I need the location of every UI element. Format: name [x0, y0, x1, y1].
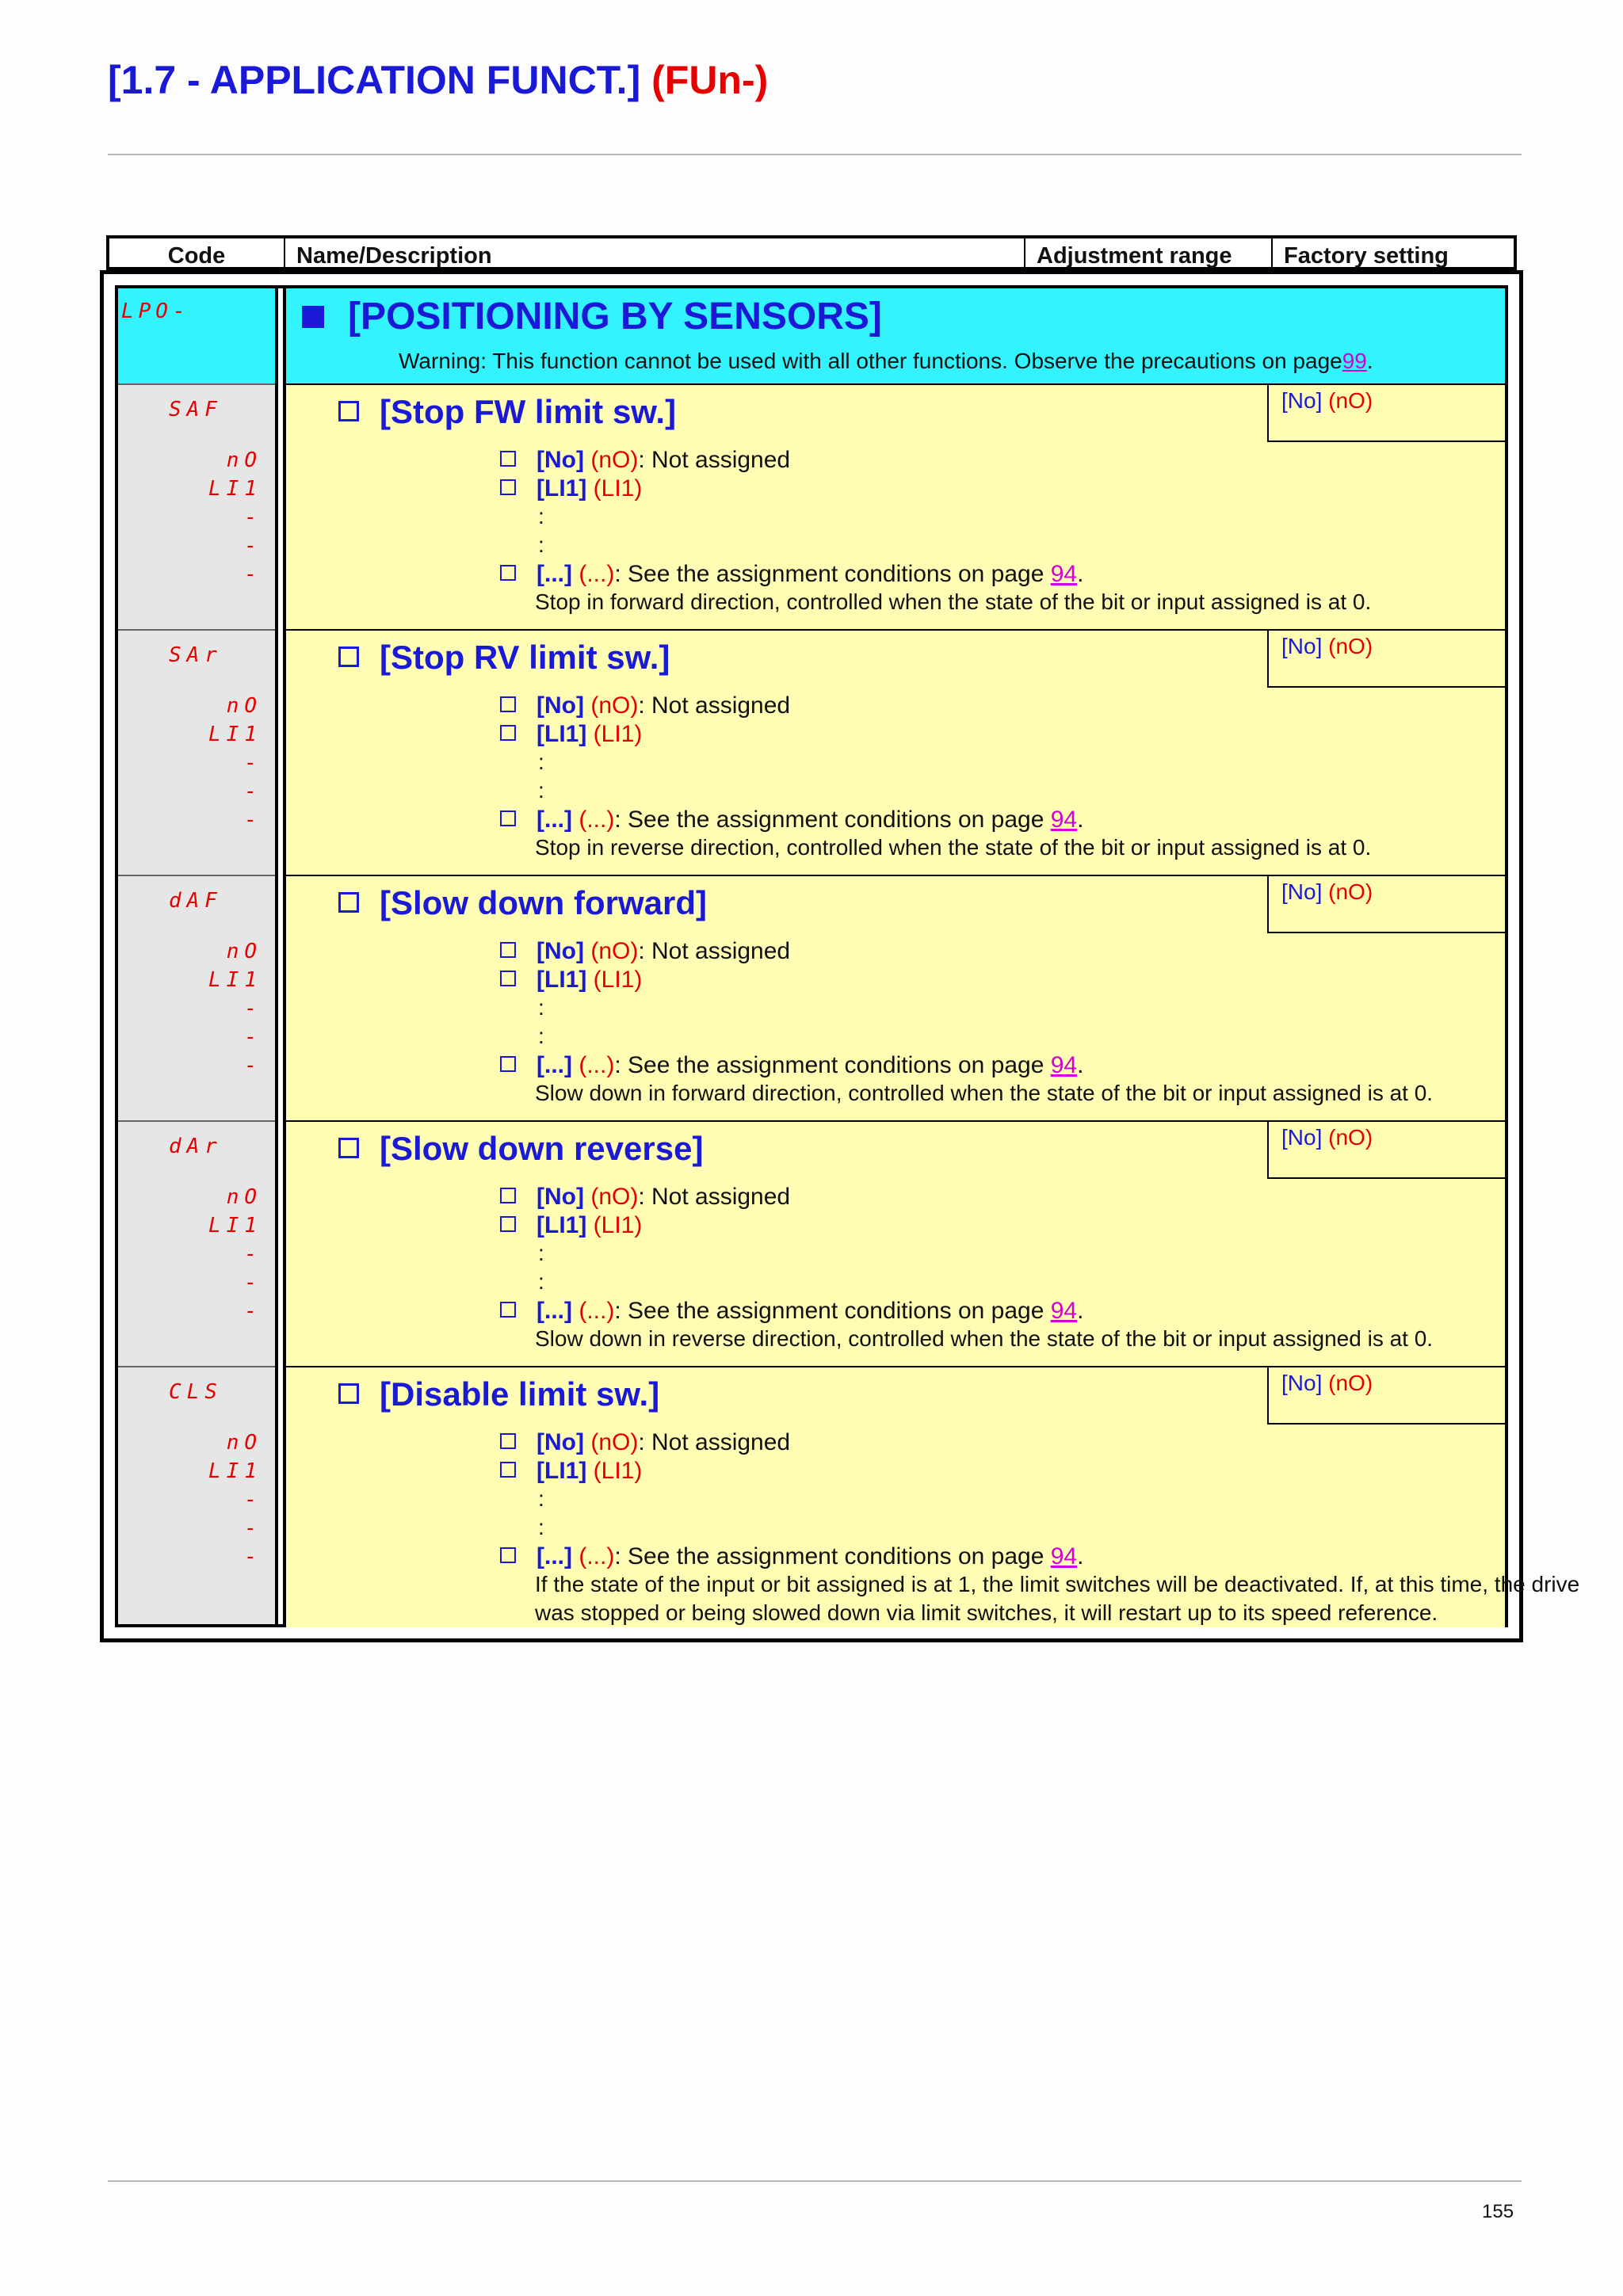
param-title: [Stop RV limit sw.]	[338, 639, 670, 677]
empty-square-icon	[338, 1383, 359, 1404]
assignment-page-link[interactable]: 94	[1050, 1543, 1078, 1569]
column-separator	[275, 288, 286, 1624]
param-row: SAF nO LI1 - - - [Stop FW limit sw.] [No] (nO) [No] (nO): Not assigned [LI1] (LI1) : : [...] (...): See the assignment conditions on page 94. Stop in forward direction, controlled when the state of the bit or input assigned is at 0.	[118, 383, 1505, 629]
param-description: Stop in reverse direction, controlled when the state of the bit or input assigned is at 0.	[535, 835, 1372, 860]
checkbox-icon	[500, 1056, 516, 1072]
header-name: Name/Description	[285, 238, 1025, 267]
factory-setting: [No] (nO)	[1267, 875, 1507, 933]
bottom-divider	[108, 2180, 1522, 2182]
checkbox-icon	[500, 1216, 516, 1232]
param-row: SAr nO LI1 - - - [Stop RV limit sw.] [No] (nO) [No] (nO): Not assigned [LI1] (LI1) : : [...] (...): See the assignment conditions on page 94. Stop in reverse direction, controlled when the state of the bit or input assigned is at 0.	[118, 629, 1505, 875]
param-row: dAr nO LI1 - - - [Slow down reverse] [No] (nO) [No] (nO): Not assigned [LI1] (LI1) : : [...] (...): See the assignment conditions on page 94. Slow down in reverse direction, controlled when the state of the bit or input assigned is at 0.	[118, 1120, 1505, 1366]
page-title	[108, 57, 768, 103]
param-title: [Slow down forward]	[338, 884, 707, 922]
section-code: LPO-	[121, 299, 190, 323]
checkbox-icon	[500, 971, 516, 986]
option-more: [...] (...): See the assignment conditions on page 94.	[500, 1543, 1083, 1570]
param-title: [Stop FW limit sw.]	[338, 393, 676, 431]
checkbox-icon	[500, 479, 516, 495]
assignment-page-link[interactable]: 94	[1050, 1052, 1078, 1078]
empty-square-icon	[338, 892, 359, 913]
header-factory: Factory setting	[1284, 243, 1449, 269]
option-li1: [LI1] (LI1)	[500, 967, 642, 994]
option-no: [No] (nO): Not assigned	[500, 692, 790, 719]
page-number: 155	[1482, 2201, 1514, 2222]
empty-square-icon	[338, 646, 359, 667]
checkbox-icon	[500, 1188, 516, 1203]
factory-setting: [No] (nO)	[1267, 383, 1507, 442]
checkbox-icon	[500, 451, 516, 467]
checkbox-icon	[500, 565, 516, 581]
param-description: Stop in forward direction, controlled when the state of the bit or input assigned is at 0.	[535, 589, 1372, 614]
assignment-page-link[interactable]: 94	[1050, 1298, 1078, 1324]
option-li1: [LI1] (LI1)	[500, 475, 642, 502]
param-description: Slow down in forward direction, controlled when the state of the bit or input assigned is at 0.	[535, 1081, 1434, 1105]
option-no: [No] (nO): Not assigned	[500, 1429, 790, 1456]
empty-square-icon	[338, 401, 359, 421]
factory-setting: [No] (nO)	[1267, 1366, 1507, 1425]
option-no: [No] (nO): Not assigned	[500, 1184, 790, 1211]
param-description-cont: was stopped or being slowed down via limit switches, it will restart up to its speed reference.	[535, 1600, 1438, 1625]
option-li1: [LI1] (LI1)	[500, 1212, 642, 1239]
checkbox-icon	[500, 1433, 516, 1449]
warning-page-link[interactable]: 99	[1342, 349, 1367, 373]
parameter-table	[100, 270, 1580, 1642]
param-description: Slow down in reverse direction, controlled when the state of the bit or input assigned is at 0.	[535, 1326, 1434, 1351]
option-no: [No] (nO): Not assigned	[500, 447, 790, 474]
option-code-li1: LI1	[208, 477, 262, 501]
checkbox-icon	[500, 696, 516, 712]
section-warning: Warning: This function cannot be used with all other functions. Observe the precautions on page99.	[399, 349, 1373, 373]
header-code: Code	[109, 238, 285, 267]
factory-setting: [No] (nO)	[1267, 1120, 1507, 1179]
checkbox-icon	[500, 1547, 516, 1563]
param-code: dAr	[169, 1135, 223, 1158]
param-title: [Disable limit sw.]	[338, 1375, 659, 1413]
top-divider	[108, 154, 1522, 155]
checkbox-icon	[500, 1462, 516, 1478]
option-li1: [LI1] (LI1)	[500, 721, 642, 748]
factory-setting: [No] (nO)	[1267, 629, 1507, 688]
option-more: [...] (...): See the assignment conditions on page 94.	[500, 1052, 1083, 1079]
checkbox-icon	[500, 942, 516, 958]
option-more: [...] (...): See the assignment conditions on page 94.	[500, 807, 1083, 833]
param-title: [Slow down reverse]	[338, 1130, 703, 1168]
option-code-no: nO	[226, 448, 262, 472]
param-row: CLS nO LI1 - - - [Disable limit sw.] [No] (nO) [No] (nO): Not assigned [LI1] (LI1) : : [...] (...): See the assignment conditions on page 94. If the state of the input or bit assigned is at 1, the limit switches will be deactivated. If, at this time, the drive was stopped or being slowed down via limit switches, it will restart up to its speed reference.	[118, 1366, 1505, 1627]
param-code: CLS	[169, 1380, 223, 1404]
assignment-page-link[interactable]: 94	[1050, 807, 1078, 833]
option-li1: [LI1] (LI1)	[500, 1458, 642, 1485]
checkbox-icon	[500, 725, 516, 741]
header-adjustment: Adjustment range	[1025, 238, 1273, 267]
page-title-code: (FUn-)	[651, 58, 769, 102]
param-code: SAF	[169, 398, 223, 421]
option-no: [No] (nO): Not assigned	[500, 938, 790, 965]
section-title: [POSITIONING BY SENSORS]	[348, 296, 882, 338]
page-title-main: [1.7 - APPLICATION FUNCT.]	[108, 58, 641, 102]
param-code: SAr	[169, 643, 223, 667]
table-header	[106, 235, 1517, 270]
option-more: [...] (...): See the assignment conditions on page 94.	[500, 1298, 1083, 1325]
param-row: dAF nO LI1 - - - [Slow down forward] [No] (nO) [No] (nO): Not assigned [LI1] (LI1) : : [...] (...): See the assignment conditions on page 94. Slow down in forward direction, controlled when the state of the bit or input assigned is at 0.	[118, 875, 1505, 1120]
checkbox-icon	[500, 1302, 516, 1318]
param-description: If the state of the input or bit assigned is at 1, the limit switches will be deactivated. If, at this time, the drive	[535, 1572, 1580, 1596]
empty-square-icon	[338, 1138, 359, 1158]
option-more: [...] (...): See the assignment conditions on page 94.	[500, 561, 1083, 588]
filled-square-icon	[302, 306, 324, 328]
checkbox-icon	[500, 810, 516, 826]
assignment-page-link[interactable]: 94	[1050, 561, 1078, 587]
param-code: dAF	[169, 889, 223, 913]
